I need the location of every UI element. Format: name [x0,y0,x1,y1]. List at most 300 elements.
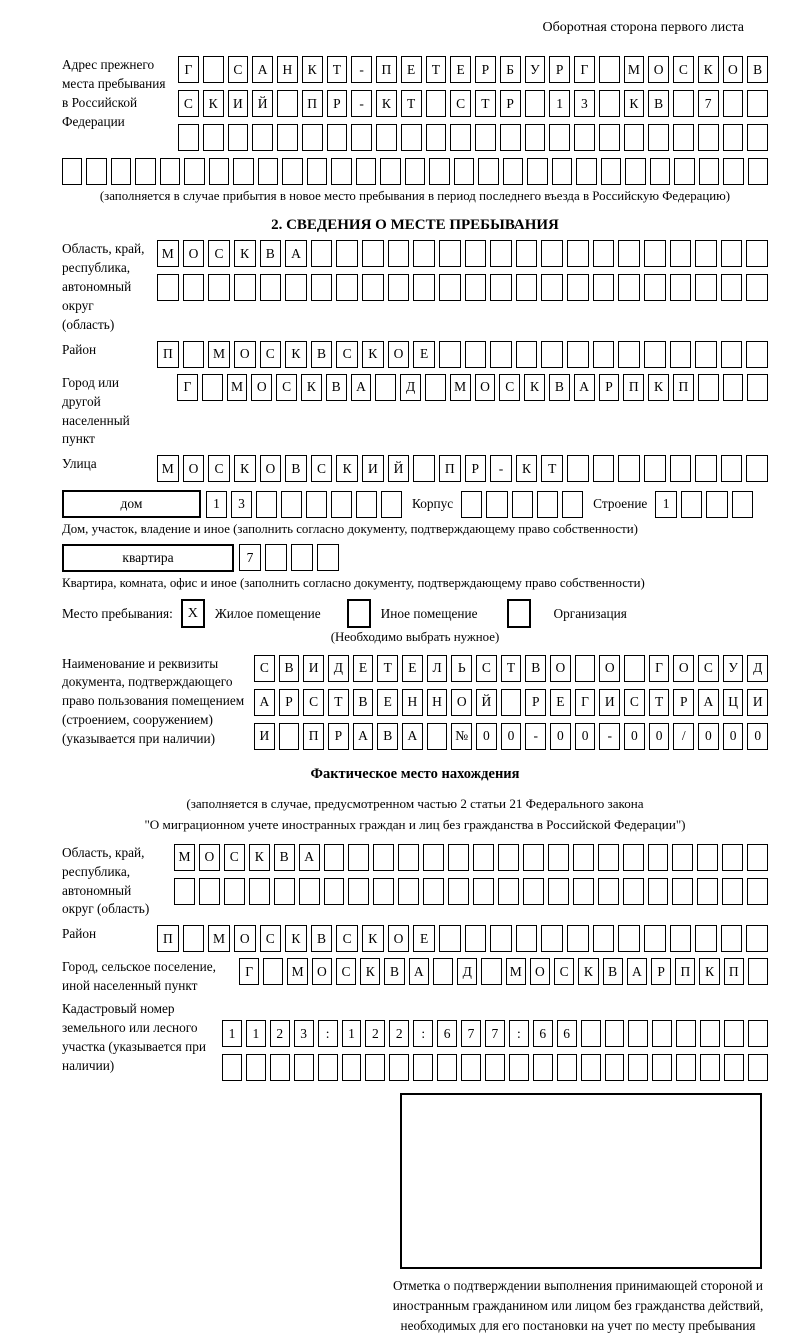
char-cell[interactable]: А [254,689,275,716]
char-cell[interactable]: Т [377,655,398,682]
char-cell[interactable] [676,1054,696,1081]
char-cell[interactable]: А [698,689,719,716]
char-cell[interactable]: М [506,958,526,985]
char-cell[interactable] [405,158,425,185]
char-cell[interactable] [747,374,768,401]
char-cell[interactable]: М [157,455,179,482]
char-cell[interactable]: П [157,341,179,368]
char-cell[interactable] [222,1054,242,1081]
char-cell[interactable]: - [351,56,372,83]
char-cell[interactable] [644,455,666,482]
char-cell[interactable] [699,158,719,185]
char-cell[interactable] [747,844,768,871]
char-cell[interactable]: О [251,374,272,401]
char-cell[interactable]: Р [599,374,620,401]
char-cell[interactable]: Л [427,655,448,682]
char-cell[interactable]: С [228,56,249,83]
char-cell[interactable] [593,455,615,482]
char-cell[interactable]: Ь [451,655,472,682]
char-cell[interactable] [567,341,589,368]
char-cell[interactable] [525,124,546,151]
char-cell[interactable]: О [599,655,620,682]
char-cell[interactable]: М [624,56,645,83]
char-cell[interactable] [327,124,348,151]
char-cell[interactable]: К [578,958,598,985]
char-cell[interactable]: 2 [270,1020,290,1047]
char-cell[interactable] [291,544,313,571]
char-cell[interactable] [723,158,743,185]
char-cell[interactable] [454,158,474,185]
char-cell[interactable] [413,455,435,482]
char-cell[interactable]: О [234,341,256,368]
char-cell[interactable] [670,274,692,301]
char-cell[interactable] [581,1054,601,1081]
char-cell[interactable]: Р [327,90,348,117]
char-cell[interactable] [618,341,640,368]
char-cell[interactable]: В [377,723,398,750]
char-cell[interactable] [427,723,448,750]
char-cell[interactable]: С [336,925,358,952]
char-cell[interactable]: К [524,374,545,401]
char-cell[interactable]: Р [465,455,487,482]
char-cell[interactable]: 1 [222,1020,242,1047]
char-cell[interactable]: Б [500,56,521,83]
char-cell[interactable]: Т [649,689,670,716]
char-cell[interactable]: С [673,56,694,83]
char-cell[interactable]: В [285,455,307,482]
char-cell[interactable] [356,158,376,185]
char-cell[interactable] [732,491,754,518]
char-cell[interactable] [490,274,512,301]
char-cell[interactable]: Т [501,655,522,682]
char-cell[interactable] [723,90,744,117]
char-cell[interactable]: Г [239,958,259,985]
char-cell[interactable]: С [336,341,358,368]
char-cell[interactable]: П [302,90,323,117]
char-cell[interactable] [111,158,131,185]
char-cell[interactable] [644,925,666,952]
char-cell[interactable] [426,124,447,151]
char-cell[interactable]: К [302,56,323,83]
char-cell[interactable] [567,240,589,267]
char-cell[interactable] [748,1054,768,1081]
char-cell[interactable]: 6 [437,1020,457,1047]
char-cell[interactable]: 2 [389,1020,409,1047]
char-cell[interactable]: 3 [294,1020,314,1047]
char-cell[interactable] [670,455,692,482]
char-cell[interactable]: У [723,655,744,682]
char-cell[interactable]: В [326,374,347,401]
char-cell[interactable] [439,925,461,952]
char-cell[interactable]: Д [747,655,768,682]
char-cell[interactable]: П [675,958,695,985]
char-cell[interactable]: К [203,90,224,117]
char-cell[interactable]: О [723,56,744,83]
char-cell[interactable] [652,1020,672,1047]
char-cell[interactable] [618,274,640,301]
char-cell[interactable]: 7 [485,1020,505,1047]
char-cell[interactable] [86,158,106,185]
char-cell[interactable]: 0 [723,723,744,750]
char-cell[interactable]: Н [277,56,298,83]
char-cell[interactable]: Т [328,689,349,716]
char-cell[interactable]: № [451,723,472,750]
char-cell[interactable] [746,455,768,482]
char-cell[interactable] [541,274,563,301]
char-cell[interactable] [533,1054,553,1081]
char-cell[interactable] [465,925,487,952]
char-cell[interactable] [423,844,444,871]
char-cell[interactable] [202,374,223,401]
char-cell[interactable]: 0 [476,723,497,750]
char-cell[interactable]: 2 [365,1020,385,1047]
char-cell[interactable] [525,90,546,117]
char-cell[interactable] [277,90,298,117]
char-cell[interactable]: В [549,374,570,401]
char-cell[interactable]: Р [525,689,546,716]
char-cell[interactable] [348,878,369,905]
char-cell[interactable] [336,240,358,267]
char-cell[interactable] [599,90,620,117]
char-cell[interactable] [724,1020,744,1047]
char-cell[interactable] [481,958,501,985]
char-cell[interactable] [548,878,569,905]
char-cell[interactable] [324,878,345,905]
char-cell[interactable]: 0 [649,723,670,750]
char-cell[interactable]: О [183,455,205,482]
char-cell[interactable]: 6 [533,1020,553,1047]
char-cell[interactable] [552,158,572,185]
char-cell[interactable] [700,1054,720,1081]
char-cell[interactable]: И [228,90,249,117]
char-cell[interactable] [548,844,569,871]
char-cell[interactable] [562,491,583,518]
char-cell[interactable]: 3 [231,491,252,518]
char-cell[interactable] [549,124,570,151]
char-cell[interactable] [650,158,670,185]
char-cell[interactable]: Р [673,689,694,716]
char-cell[interactable] [697,844,718,871]
char-cell[interactable] [601,158,621,185]
char-cell[interactable]: В [353,689,374,716]
char-cell[interactable] [673,90,694,117]
char-cell[interactable] [249,878,270,905]
char-cell[interactable] [523,844,544,871]
char-cell[interactable] [674,158,694,185]
char-cell[interactable] [673,124,694,151]
checkbox-other-premises[interactable] [347,599,371,628]
char-cell[interactable]: М [157,240,179,267]
char-cell[interactable]: О [183,240,205,267]
checkbox-residential[interactable]: X [181,599,205,628]
char-cell[interactable]: С [178,90,199,117]
char-cell[interactable]: В [603,958,623,985]
char-cell[interactable] [473,844,494,871]
char-cell[interactable]: В [279,655,300,682]
char-cell[interactable]: К [234,455,256,482]
char-cell[interactable]: П [439,455,461,482]
char-cell[interactable] [246,1054,266,1081]
char-cell[interactable] [317,544,339,571]
char-cell[interactable] [721,274,743,301]
char-cell[interactable]: С [311,455,333,482]
char-cell[interactable]: С [499,374,520,401]
char-cell[interactable] [500,124,521,151]
char-cell[interactable] [302,124,323,151]
char-cell[interactable] [465,274,487,301]
char-cell[interactable] [695,455,717,482]
char-cell[interactable] [234,274,256,301]
char-cell[interactable]: С [554,958,574,985]
char-cell[interactable] [184,158,204,185]
char-cell[interactable]: Е [413,341,435,368]
char-cell[interactable]: К [249,844,270,871]
char-cell[interactable]: Т [426,56,447,83]
char-cell[interactable]: А [353,723,374,750]
char-cell[interactable]: О [234,925,256,952]
char-cell[interactable]: Е [450,56,471,83]
char-cell[interactable]: А [299,844,320,871]
char-cell[interactable]: В [648,90,669,117]
char-cell[interactable] [160,158,180,185]
char-cell[interactable] [448,844,469,871]
char-cell[interactable] [625,158,645,185]
char-cell[interactable]: Й [388,455,410,482]
char-cell[interactable]: 1 [342,1020,362,1047]
char-cell[interactable] [258,158,278,185]
char-cell[interactable] [465,240,487,267]
char-cell[interactable] [618,925,640,952]
char-cell[interactable] [527,158,547,185]
char-cell[interactable] [388,274,410,301]
char-cell[interactable] [450,124,471,151]
char-cell[interactable]: К [285,341,307,368]
char-cell[interactable] [439,240,461,267]
char-cell[interactable] [376,124,397,151]
char-cell[interactable]: В [274,844,295,871]
char-cell[interactable] [537,491,558,518]
char-cell[interactable] [375,374,396,401]
char-cell[interactable]: К [362,925,384,952]
char-cell[interactable] [351,124,372,151]
char-cell[interactable] [486,491,507,518]
char-cell[interactable]: К [624,90,645,117]
char-cell[interactable] [721,455,743,482]
char-cell[interactable] [567,925,589,952]
char-cell[interactable]: С [336,958,356,985]
char-cell[interactable] [618,240,640,267]
char-cell[interactable]: П [724,958,744,985]
char-cell[interactable]: О [673,655,694,682]
char-cell[interactable] [648,844,669,871]
char-cell[interactable] [256,491,277,518]
char-cell[interactable]: К [301,374,322,401]
char-cell[interactable] [695,240,717,267]
char-cell[interactable] [362,274,384,301]
char-cell[interactable]: Г [574,56,595,83]
char-cell[interactable] [490,925,512,952]
char-cell[interactable]: П [157,925,179,952]
char-cell[interactable]: Т [541,455,563,482]
char-cell[interactable] [183,274,205,301]
char-cell[interactable] [324,844,345,871]
char-cell[interactable] [681,491,703,518]
char-cell[interactable] [307,158,327,185]
char-cell[interactable] [282,158,302,185]
char-cell[interactable] [747,878,768,905]
checkbox-organization[interactable] [507,599,531,628]
char-cell[interactable]: 0 [575,723,596,750]
char-cell[interactable] [541,240,563,267]
char-cell[interactable]: М [208,341,230,368]
char-cell[interactable]: А [252,56,273,83]
char-cell[interactable] [299,878,320,905]
char-cell[interactable]: 1 [549,90,570,117]
char-cell[interactable] [516,925,538,952]
char-cell[interactable]: К [376,90,397,117]
char-cell[interactable] [574,124,595,151]
char-cell[interactable]: Г [649,655,670,682]
char-cell[interactable] [605,1020,625,1047]
char-cell[interactable] [541,925,563,952]
char-cell[interactable]: 7 [698,90,719,117]
char-cell[interactable]: К [234,240,256,267]
char-cell[interactable] [747,124,768,151]
char-cell[interactable]: К [699,958,719,985]
char-cell[interactable] [644,274,666,301]
char-cell[interactable]: П [303,723,324,750]
char-cell[interactable] [356,491,377,518]
char-cell[interactable] [723,124,744,151]
char-cell[interactable]: О [648,56,669,83]
char-cell[interactable] [695,274,717,301]
char-cell[interactable] [233,158,253,185]
char-cell[interactable]: С [224,844,245,871]
char-cell[interactable] [228,124,249,151]
char-cell[interactable] [439,274,461,301]
char-cell[interactable]: Р [549,56,570,83]
char-cell[interactable] [623,878,644,905]
char-cell[interactable] [461,491,482,518]
char-cell[interactable]: Г [575,689,596,716]
char-cell[interactable] [695,925,717,952]
char-cell[interactable]: С [450,90,471,117]
char-cell[interactable]: О [199,844,220,871]
char-cell[interactable] [516,341,538,368]
char-cell[interactable]: 0 [624,723,645,750]
char-cell[interactable]: 0 [550,723,571,750]
char-cell[interactable] [260,274,282,301]
char-cell[interactable] [593,274,615,301]
char-cell[interactable] [748,158,768,185]
char-cell[interactable] [648,124,669,151]
char-cell[interactable]: О [388,341,410,368]
char-cell[interactable] [439,341,461,368]
char-cell[interactable] [331,491,352,518]
char-cell[interactable] [672,844,693,871]
char-cell[interactable] [748,958,768,985]
char-cell[interactable] [567,274,589,301]
char-cell[interactable]: С [476,655,497,682]
char-cell[interactable] [398,844,419,871]
char-cell[interactable]: 0 [747,723,768,750]
char-cell[interactable]: Н [427,689,448,716]
char-cell[interactable] [672,878,693,905]
char-cell[interactable]: О [530,958,550,985]
char-cell[interactable] [183,341,205,368]
char-cell[interactable]: В [384,958,404,985]
char-cell[interactable] [62,158,82,185]
char-cell[interactable]: Ц [723,689,744,716]
char-cell[interactable] [433,958,453,985]
char-cell[interactable] [509,1054,529,1081]
char-cell[interactable] [203,124,224,151]
char-cell[interactable]: А [351,374,372,401]
char-cell[interactable]: : [413,1020,433,1047]
char-cell[interactable]: К [516,455,538,482]
char-cell[interactable]: О [260,455,282,482]
char-cell[interactable]: Е [402,655,423,682]
char-cell[interactable] [628,1054,648,1081]
char-cell[interactable]: Г [177,374,198,401]
char-cell[interactable]: А [285,240,307,267]
char-cell[interactable] [670,925,692,952]
char-cell[interactable]: О [475,374,496,401]
char-cell[interactable] [199,878,220,905]
char-cell[interactable] [695,341,717,368]
char-cell[interactable]: М [208,925,230,952]
char-cell[interactable] [274,878,295,905]
char-cell[interactable]: С [624,689,645,716]
char-cell[interactable] [306,491,327,518]
char-cell[interactable] [336,274,358,301]
char-cell[interactable]: А [574,374,595,401]
char-cell[interactable]: К [360,958,380,985]
char-cell[interactable]: 1 [246,1020,266,1047]
char-cell[interactable] [576,158,596,185]
char-cell[interactable] [598,844,619,871]
char-cell[interactable] [618,455,640,482]
char-cell[interactable] [724,1054,744,1081]
char-cell[interactable] [648,878,669,905]
char-cell[interactable] [575,655,596,682]
char-cell[interactable] [512,491,533,518]
char-cell[interactable] [523,878,544,905]
char-cell[interactable] [573,878,594,905]
char-cell[interactable]: В [747,56,768,83]
char-cell[interactable]: 7 [461,1020,481,1047]
char-cell[interactable] [698,124,719,151]
char-cell[interactable]: В [311,341,333,368]
char-cell[interactable]: К [362,341,384,368]
char-cell[interactable] [413,1054,433,1081]
char-cell[interactable] [209,158,229,185]
char-cell[interactable] [398,878,419,905]
char-cell[interactable] [652,1054,672,1081]
char-cell[interactable]: А [409,958,429,985]
char-cell[interactable]: И [599,689,620,716]
char-cell[interactable]: Н [402,689,423,716]
char-cell[interactable] [285,274,307,301]
char-cell[interactable] [294,1054,314,1081]
char-cell[interactable]: - [599,723,620,750]
char-cell[interactable] [501,689,522,716]
char-cell[interactable] [670,240,692,267]
char-cell[interactable] [557,1054,577,1081]
char-cell[interactable] [746,925,768,952]
char-cell[interactable] [224,878,245,905]
char-cell[interactable] [388,240,410,267]
